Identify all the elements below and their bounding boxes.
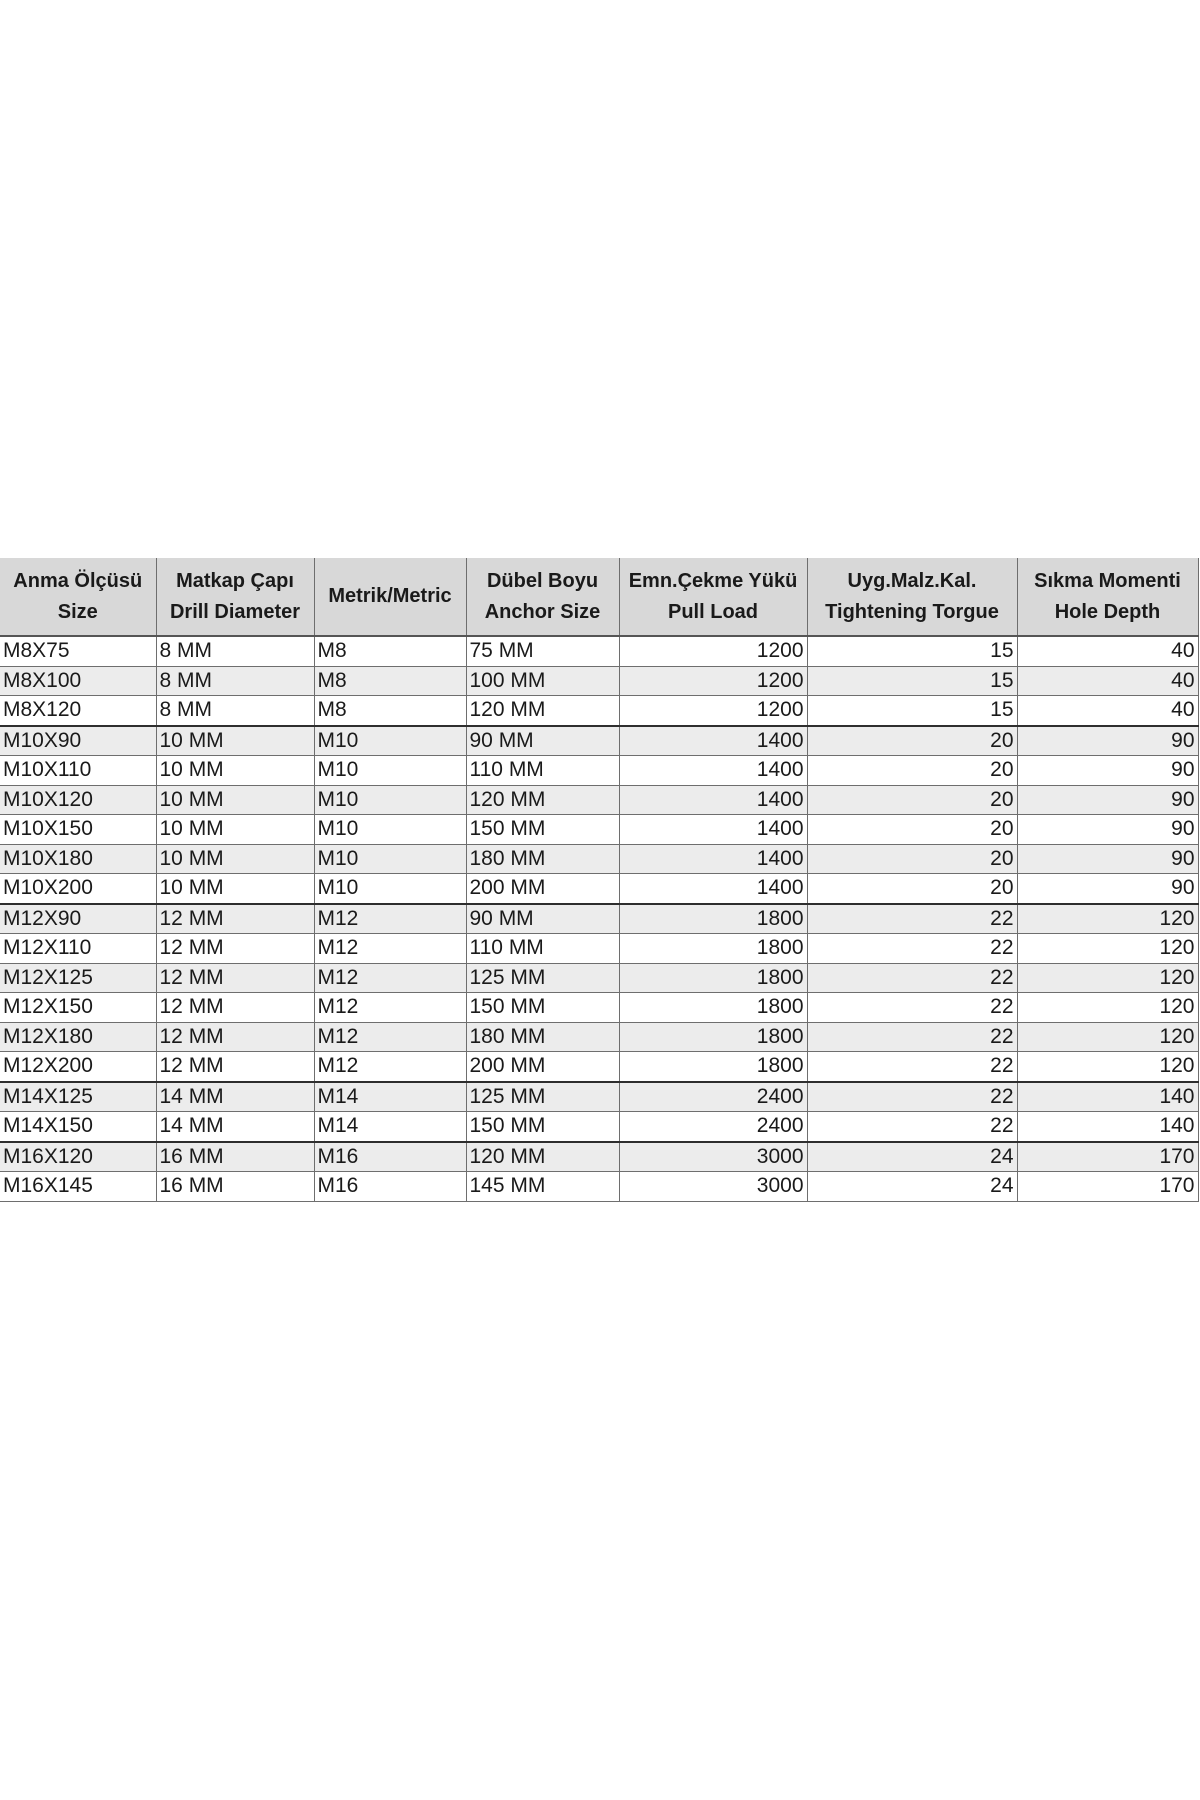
table-row: [0, 874, 1198, 904]
cell-size: M16X120: [0, 1142, 156, 1172]
cell-anchor-size: 150 MM: [466, 815, 619, 845]
cell-size: M8X100: [0, 666, 156, 696]
header-line-1: Matkap Çapı: [176, 569, 294, 592]
cell-pull-load: 1800: [619, 934, 807, 964]
cell-pull-load: 1200: [619, 696, 807, 726]
cell-drill-diameter: 10 MM: [156, 785, 314, 815]
cell-tightening-torque: 22: [807, 963, 1017, 993]
table-row: [0, 666, 1198, 696]
cell-hole-depth: 120: [1017, 934, 1198, 964]
table-row: [0, 1142, 1198, 1172]
cell-anchor-size: 110 MM: [466, 756, 619, 786]
cell-tightening-torque: 22: [807, 1082, 1017, 1112]
cell-drill-diameter: 12 MM: [156, 1052, 314, 1082]
table-row: [0, 1112, 1198, 1142]
cell-anchor-size: 150 MM: [466, 1112, 619, 1142]
table-row: [0, 844, 1198, 874]
cell-hole-depth: 40: [1017, 696, 1198, 726]
header-line-1: Emn.Çekme Yükü: [628, 569, 798, 592]
cell-pull-load: 3000: [619, 1172, 807, 1202]
cell-anchor-size: 110 MM: [466, 934, 619, 964]
cell-pull-load: 1400: [619, 726, 807, 756]
cell-hole-depth: 40: [1017, 636, 1198, 666]
cell-drill-diameter: 12 MM: [156, 963, 314, 993]
cell-tightening-torque: 15: [807, 636, 1017, 666]
cell-pull-load: 1400: [619, 815, 807, 845]
cell-drill-diameter: 8 MM: [156, 636, 314, 666]
cell-drill-diameter: 14 MM: [156, 1082, 314, 1112]
cell-drill-diameter: 8 MM: [156, 666, 314, 696]
cell-pull-load: 1200: [619, 666, 807, 696]
cell-metric: M10: [314, 756, 466, 786]
cell-size: M14X150: [0, 1112, 156, 1142]
cell-tightening-torque: 20: [807, 874, 1017, 904]
cell-pull-load: 1400: [619, 785, 807, 815]
header-line-2: Pull Load: [668, 600, 758, 623]
table-body: [0, 636, 1198, 1201]
cell-drill-diameter: 14 MM: [156, 1112, 314, 1142]
cell-hole-depth: 120: [1017, 993, 1198, 1023]
cell-metric: M12: [314, 963, 466, 993]
cell-size: M12X200: [0, 1052, 156, 1082]
cell-hole-depth: 170: [1017, 1172, 1198, 1202]
cell-drill-diameter: 8 MM: [156, 696, 314, 726]
cell-anchor-size: 180 MM: [466, 844, 619, 874]
cell-drill-diameter: 10 MM: [156, 874, 314, 904]
cell-tightening-torque: 20: [807, 785, 1017, 815]
cell-tightening-torque: 24: [807, 1172, 1017, 1202]
cell-hole-depth: 90: [1017, 874, 1198, 904]
cell-size: M16X145: [0, 1172, 156, 1202]
header-line-1: Sıkma Momenti: [1034, 569, 1181, 592]
table-row: [0, 785, 1198, 815]
cell-size: M12X125: [0, 963, 156, 993]
header-row: [0, 558, 1198, 636]
header-metric: [314, 558, 466, 636]
cell-hole-depth: 120: [1017, 1022, 1198, 1052]
cell-anchor-size: 180 MM: [466, 1022, 619, 1052]
header-line-2: Tightening Torgue: [825, 600, 999, 623]
cell-tightening-torque: 22: [807, 1022, 1017, 1052]
cell-size: M10X90: [0, 726, 156, 756]
header-drill-diameter: [156, 558, 314, 636]
table-row: [0, 696, 1198, 726]
cell-hole-depth: 140: [1017, 1112, 1198, 1142]
header-line-1: Anma Ölçüsü: [13, 569, 143, 592]
cell-drill-diameter: 12 MM: [156, 1022, 314, 1052]
cell-hole-depth: 120: [1017, 904, 1198, 934]
cell-hole-depth: 140: [1017, 1082, 1198, 1112]
cell-pull-load: 1200: [619, 636, 807, 666]
cell-anchor-size: 90 MM: [466, 904, 619, 934]
cell-metric: M12: [314, 904, 466, 934]
cell-anchor-size: 120 MM: [466, 1142, 619, 1172]
table-row: [0, 1022, 1198, 1052]
cell-drill-diameter: 12 MM: [156, 934, 314, 964]
table-row: [0, 993, 1198, 1023]
header-anchor-size: [466, 558, 619, 636]
table-row: [0, 636, 1198, 666]
cell-drill-diameter: 10 MM: [156, 844, 314, 874]
header-line-1: Metrik/Metric: [328, 585, 452, 607]
cell-metric: M8: [314, 636, 466, 666]
spec-sheet: [0, 558, 1198, 1202]
header-tightening-torque: [807, 558, 1017, 636]
cell-metric: M8: [314, 696, 466, 726]
cell-metric: M16: [314, 1172, 466, 1202]
header-line-2: Drill Diameter: [169, 600, 301, 623]
cell-anchor-size: 90 MM: [466, 726, 619, 756]
cell-tightening-torque: 22: [807, 993, 1017, 1023]
cell-tightening-torque: 15: [807, 696, 1017, 726]
cell-metric: M12: [314, 1052, 466, 1082]
cell-pull-load: 1400: [619, 874, 807, 904]
cell-pull-load: 1400: [619, 844, 807, 874]
cell-drill-diameter: 16 MM: [156, 1142, 314, 1172]
cell-size: M10X150: [0, 815, 156, 845]
cell-pull-load: 1800: [619, 1052, 807, 1082]
cell-metric: M10: [314, 785, 466, 815]
cell-metric: M12: [314, 934, 466, 964]
cell-hole-depth: 40: [1017, 666, 1198, 696]
cell-drill-diameter: 10 MM: [156, 815, 314, 845]
cell-metric: M10: [314, 726, 466, 756]
cell-metric: M8: [314, 666, 466, 696]
table-row: [0, 1052, 1198, 1082]
cell-pull-load: 1800: [619, 904, 807, 934]
cell-pull-load: 1800: [619, 1022, 807, 1052]
cell-anchor-size: 200 MM: [466, 1052, 619, 1082]
table-row: [0, 726, 1198, 756]
cell-size: M12X180: [0, 1022, 156, 1052]
cell-drill-diameter: 16 MM: [156, 1172, 314, 1202]
anchor-spec-table: [0, 558, 1199, 1202]
cell-hole-depth: 90: [1017, 756, 1198, 786]
cell-tightening-torque: 20: [807, 815, 1017, 845]
cell-size: M10X110: [0, 756, 156, 786]
cell-metric: M14: [314, 1082, 466, 1112]
cell-metric: M10: [314, 874, 466, 904]
cell-size: M10X120: [0, 785, 156, 815]
cell-drill-diameter: 10 MM: [156, 756, 314, 786]
cell-tightening-torque: 20: [807, 844, 1017, 874]
cell-tightening-torque: 20: [807, 756, 1017, 786]
cell-anchor-size: 150 MM: [466, 993, 619, 1023]
cell-tightening-torque: 22: [807, 904, 1017, 934]
cell-anchor-size: 125 MM: [466, 963, 619, 993]
cell-anchor-size: 120 MM: [466, 696, 619, 726]
cell-size: M14X125: [0, 1082, 156, 1112]
table-row: [0, 963, 1198, 993]
cell-drill-diameter: 12 MM: [156, 993, 314, 1023]
cell-pull-load: 2400: [619, 1082, 807, 1112]
cell-size: M12X110: [0, 934, 156, 964]
cell-hole-depth: 170: [1017, 1142, 1198, 1172]
cell-size: M12X90: [0, 904, 156, 934]
cell-tightening-torque: 15: [807, 666, 1017, 696]
cell-drill-diameter: 12 MM: [156, 904, 314, 934]
cell-hole-depth: 90: [1017, 785, 1198, 815]
header-pull-load: [619, 558, 807, 636]
cell-anchor-size: 145 MM: [466, 1172, 619, 1202]
cell-size: M8X120: [0, 696, 156, 726]
table-row: [0, 904, 1198, 934]
cell-hole-depth: 90: [1017, 844, 1198, 874]
cell-tightening-torque: 20: [807, 726, 1017, 756]
header-line-1: Uyg.Malz.Kal.: [847, 569, 977, 592]
cell-size: M12X150: [0, 993, 156, 1023]
cell-tightening-torque: 22: [807, 934, 1017, 964]
cell-hole-depth: 120: [1017, 1052, 1198, 1082]
header-hole-depth: [1017, 558, 1198, 636]
cell-metric: M10: [314, 844, 466, 874]
header-line-2: Size: [57, 600, 98, 623]
cell-metric: M12: [314, 1022, 466, 1052]
table-row: [0, 934, 1198, 964]
header-line-2: Anchor Size: [484, 600, 601, 623]
table-row: [0, 1082, 1198, 1112]
cell-anchor-size: 100 MM: [466, 666, 619, 696]
cell-hole-depth: 90: [1017, 726, 1198, 756]
cell-metric: M12: [314, 993, 466, 1023]
cell-pull-load: 1800: [619, 993, 807, 1023]
cell-anchor-size: 75 MM: [466, 636, 619, 666]
cell-tightening-torque: 22: [807, 1052, 1017, 1082]
table-row: [0, 815, 1198, 845]
cell-hole-depth: 120: [1017, 963, 1198, 993]
cell-tightening-torque: 22: [807, 1112, 1017, 1142]
cell-pull-load: 2400: [619, 1112, 807, 1142]
cell-size: M10X200: [0, 874, 156, 904]
cell-drill-diameter: 10 MM: [156, 726, 314, 756]
cell-anchor-size: 120 MM: [466, 785, 619, 815]
cell-anchor-size: 200 MM: [466, 874, 619, 904]
cell-size: M8X75: [0, 636, 156, 666]
cell-pull-load: 1400: [619, 756, 807, 786]
cell-pull-load: 1800: [619, 963, 807, 993]
table-row: [0, 756, 1198, 786]
cell-hole-depth: 90: [1017, 815, 1198, 845]
cell-metric: M14: [314, 1112, 466, 1142]
cell-metric: M16: [314, 1142, 466, 1172]
header-line-2: Hole Depth: [1054, 600, 1161, 623]
table-header: [0, 558, 1198, 636]
cell-pull-load: 3000: [619, 1142, 807, 1172]
header-line-1: Dübel Boyu: [486, 569, 599, 592]
header-size: [0, 558, 156, 636]
cell-anchor-size: 125 MM: [466, 1082, 619, 1112]
cell-tightening-torque: 24: [807, 1142, 1017, 1172]
cell-metric: M10: [314, 815, 466, 845]
cell-size: M10X180: [0, 844, 156, 874]
table-row: [0, 1172, 1198, 1202]
